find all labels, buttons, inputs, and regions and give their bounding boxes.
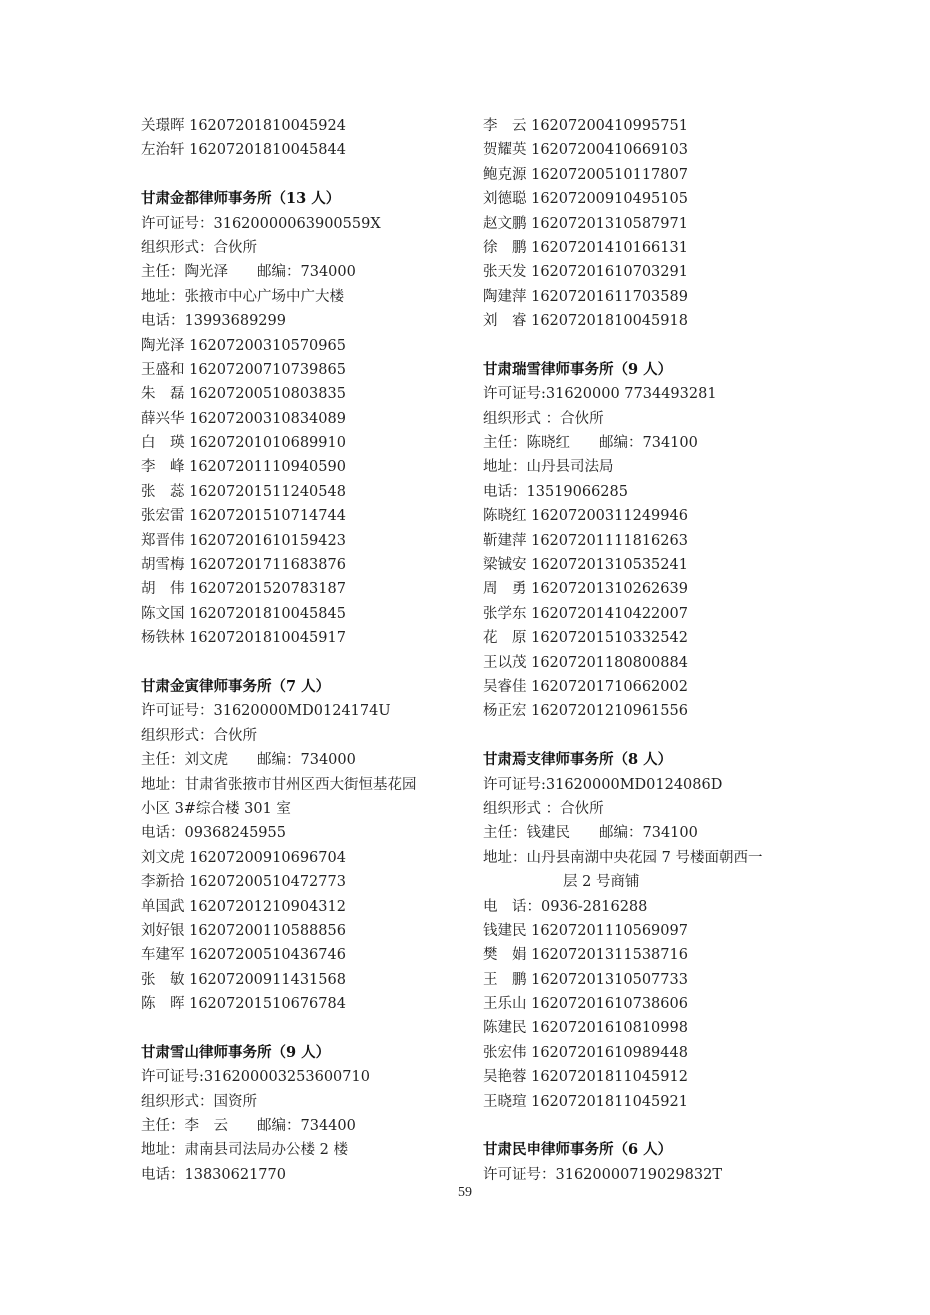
- member-line: 胡雪梅 16207201711683876: [141, 557, 346, 574]
- member-line: 张天发 16207201610703291: [483, 264, 688, 281]
- spacer: [483, 724, 803, 748]
- member-line: 周 勇 16207201310262639: [483, 581, 688, 598]
- member-line: 薛兴华 16207200310834089: [141, 410, 346, 427]
- page-number: 59: [458, 1185, 472, 1200]
- license-line: 许可证号：31620000719029832T: [483, 1166, 723, 1183]
- org-form-line: 组织形式：国资所: [141, 1093, 257, 1110]
- firm-heading: 甘肃雪山律师事务所（9 人）: [141, 1043, 331, 1061]
- member-line: 张宏雷 16207201510714744: [141, 508, 346, 525]
- address-line: 地址：甘肃省张掖市甘州区西大街恒基花园: [141, 776, 417, 793]
- member-line: 车建军 16207200510436746: [141, 947, 346, 964]
- address-line: 地址：肃南县司法局办公楼 2 楼: [141, 1142, 348, 1159]
- license-line: 许可证号:31620000 7734493281: [483, 386, 717, 403]
- firm-heading: 甘肃民申律师事务所（6 人）: [483, 1141, 673, 1159]
- license-line: 许可证号:31620000MD0124086D: [483, 776, 723, 793]
- member-line: 靳建萍 16207201111816263: [483, 532, 688, 549]
- member-line: 杨铁林 16207201810045917: [141, 630, 346, 647]
- member-line: 刘文虎 16207200910696704: [141, 849, 346, 866]
- phone-line: 电话：09368245955: [141, 825, 286, 842]
- address-line: 地址：张掖市中心广场中广大楼: [141, 288, 344, 305]
- member-line: 王盛和 16207200710739865: [141, 361, 346, 378]
- member-line: 鲍克源 16207200510117807: [483, 166, 688, 183]
- org-form-line: 组织形式：合伙所: [141, 239, 257, 256]
- member-line: 徐 鹏 16207201410166131: [483, 239, 688, 256]
- org-form-line: 组织形式：合伙所: [141, 727, 257, 744]
- member-line: 张 敏 16207200911431568: [141, 971, 346, 988]
- spacer: [141, 1016, 461, 1040]
- address-line: 地址：山丹县司法局: [483, 459, 614, 476]
- address-line: 地址：山丹县南湖中央花园 7 号楼面朝西一: [483, 849, 763, 866]
- member-line: 樊 娟 16207201311538716: [483, 947, 688, 964]
- member-line: 李 峰 16207201110940590: [141, 459, 346, 476]
- director-line: 主任：刘文虎 邮编：734000: [141, 752, 356, 769]
- member-line: 胡 伟 16207201520783187: [141, 581, 346, 598]
- phone-line: 电话：13519066285: [483, 483, 628, 500]
- license-line: 许可证号:316200003253600710: [141, 1069, 370, 1086]
- license-line: 许可证号：31620000MD0124174U: [141, 703, 391, 720]
- director-line: 主任：李 云 邮编：734400: [141, 1118, 356, 1135]
- member-line: 陶建萍 16207201611703589: [483, 288, 688, 305]
- member-line: 花 原 16207201510332542: [483, 630, 688, 647]
- phone-line: 电话：13830621770: [141, 1166, 286, 1183]
- member-line: 刘 睿 16207201810045918: [483, 313, 688, 330]
- address-line-continued: 小区 3#综合楼 301 室: [141, 800, 291, 817]
- member-line: 左治轩 16207201810045844: [141, 142, 346, 159]
- member-line: 陈 晖 16207201510676784: [141, 996, 346, 1013]
- left-column: [141, 114, 461, 1187]
- right-column: [483, 114, 803, 1187]
- license-line: 许可证号：31620000063900559X: [141, 215, 381, 232]
- member-line: 张宏伟 16207201610989448: [483, 1044, 688, 1061]
- member-line: 陈建民 16207201610810998: [483, 1020, 688, 1037]
- member-line: 朱 磊 16207200510803835: [141, 386, 346, 403]
- member-line: 陈晓红 16207200311249946: [483, 508, 688, 525]
- member-line: 吴艳蓉 16207201811045912: [483, 1069, 688, 1086]
- spacer: [483, 334, 803, 358]
- member-line: 张 蕊 16207201511240548: [141, 483, 346, 500]
- spacer: [483, 1114, 803, 1138]
- member-line: 贺耀英 16207200410669103: [483, 142, 688, 159]
- address-line-continued: 层 2 号商铺: [563, 874, 640, 891]
- member-line: 王 鹏 16207201310507733: [483, 971, 688, 988]
- director-line: 主任：钱建民 邮编：734100: [483, 825, 698, 842]
- member-line: 赵文鹏 16207201310587971: [483, 215, 688, 232]
- member-line: 单国武 16207201210904312: [141, 898, 346, 915]
- org-form-line: 组织形式 ：合伙所: [483, 800, 604, 817]
- org-form-line: 组织形式 ：合伙所: [483, 410, 604, 427]
- member-line: 杨正宏 16207201210961556: [483, 703, 688, 720]
- member-line: 吴睿佳 16207201710662002: [483, 678, 688, 695]
- firm-heading: 甘肃金寅律师事务所（7 人）: [141, 677, 331, 695]
- director-line: 主任：陈晓红 邮编：734100: [483, 435, 698, 452]
- member-line: 郑晋伟 16207201610159423: [141, 532, 346, 549]
- member-line: 刘德聪 16207200910495105: [483, 191, 688, 208]
- member-line: 王以茂 16207201180800884: [483, 654, 688, 671]
- director-line: 主任：陶光泽 邮编：734000: [141, 264, 356, 281]
- member-line: 王乐山 16207201610738606: [483, 996, 688, 1013]
- firm-heading: 甘肃金都律师事务所（13 人）: [141, 190, 341, 208]
- member-line: 白 瑛 16207201010689910: [141, 435, 346, 452]
- spacer: [141, 163, 461, 187]
- member-line: 刘好银 16207200110588856: [141, 922, 346, 939]
- firm-heading: 甘肃瑞雪律师事务所（9 人）: [483, 360, 673, 378]
- phone-line: 电 话：0936-2816288: [483, 898, 648, 915]
- member-line: 王晓瑄 16207201811045921: [483, 1093, 688, 1110]
- member-line: 陈文国 16207201810045845: [141, 605, 346, 622]
- member-line: 李新拾 16207200510472773: [141, 874, 346, 891]
- phone-line: 电话：13993689299: [141, 313, 286, 330]
- member-line: 关璟晖 16207201810045924: [141, 118, 346, 134]
- member-line: 李 云 16207200410995751: [483, 118, 688, 134]
- member-line: 钱建民 16207201110569097: [483, 922, 688, 939]
- member-line: 张学东 16207201410422007: [483, 605, 688, 622]
- spacer: [141, 651, 461, 675]
- member-line: 梁铖安 16207201310535241: [483, 557, 688, 574]
- firm-heading: 甘肃焉支律师事务所（8 人）: [483, 751, 673, 769]
- member-line: 陶光泽 16207200310570965: [141, 337, 346, 354]
